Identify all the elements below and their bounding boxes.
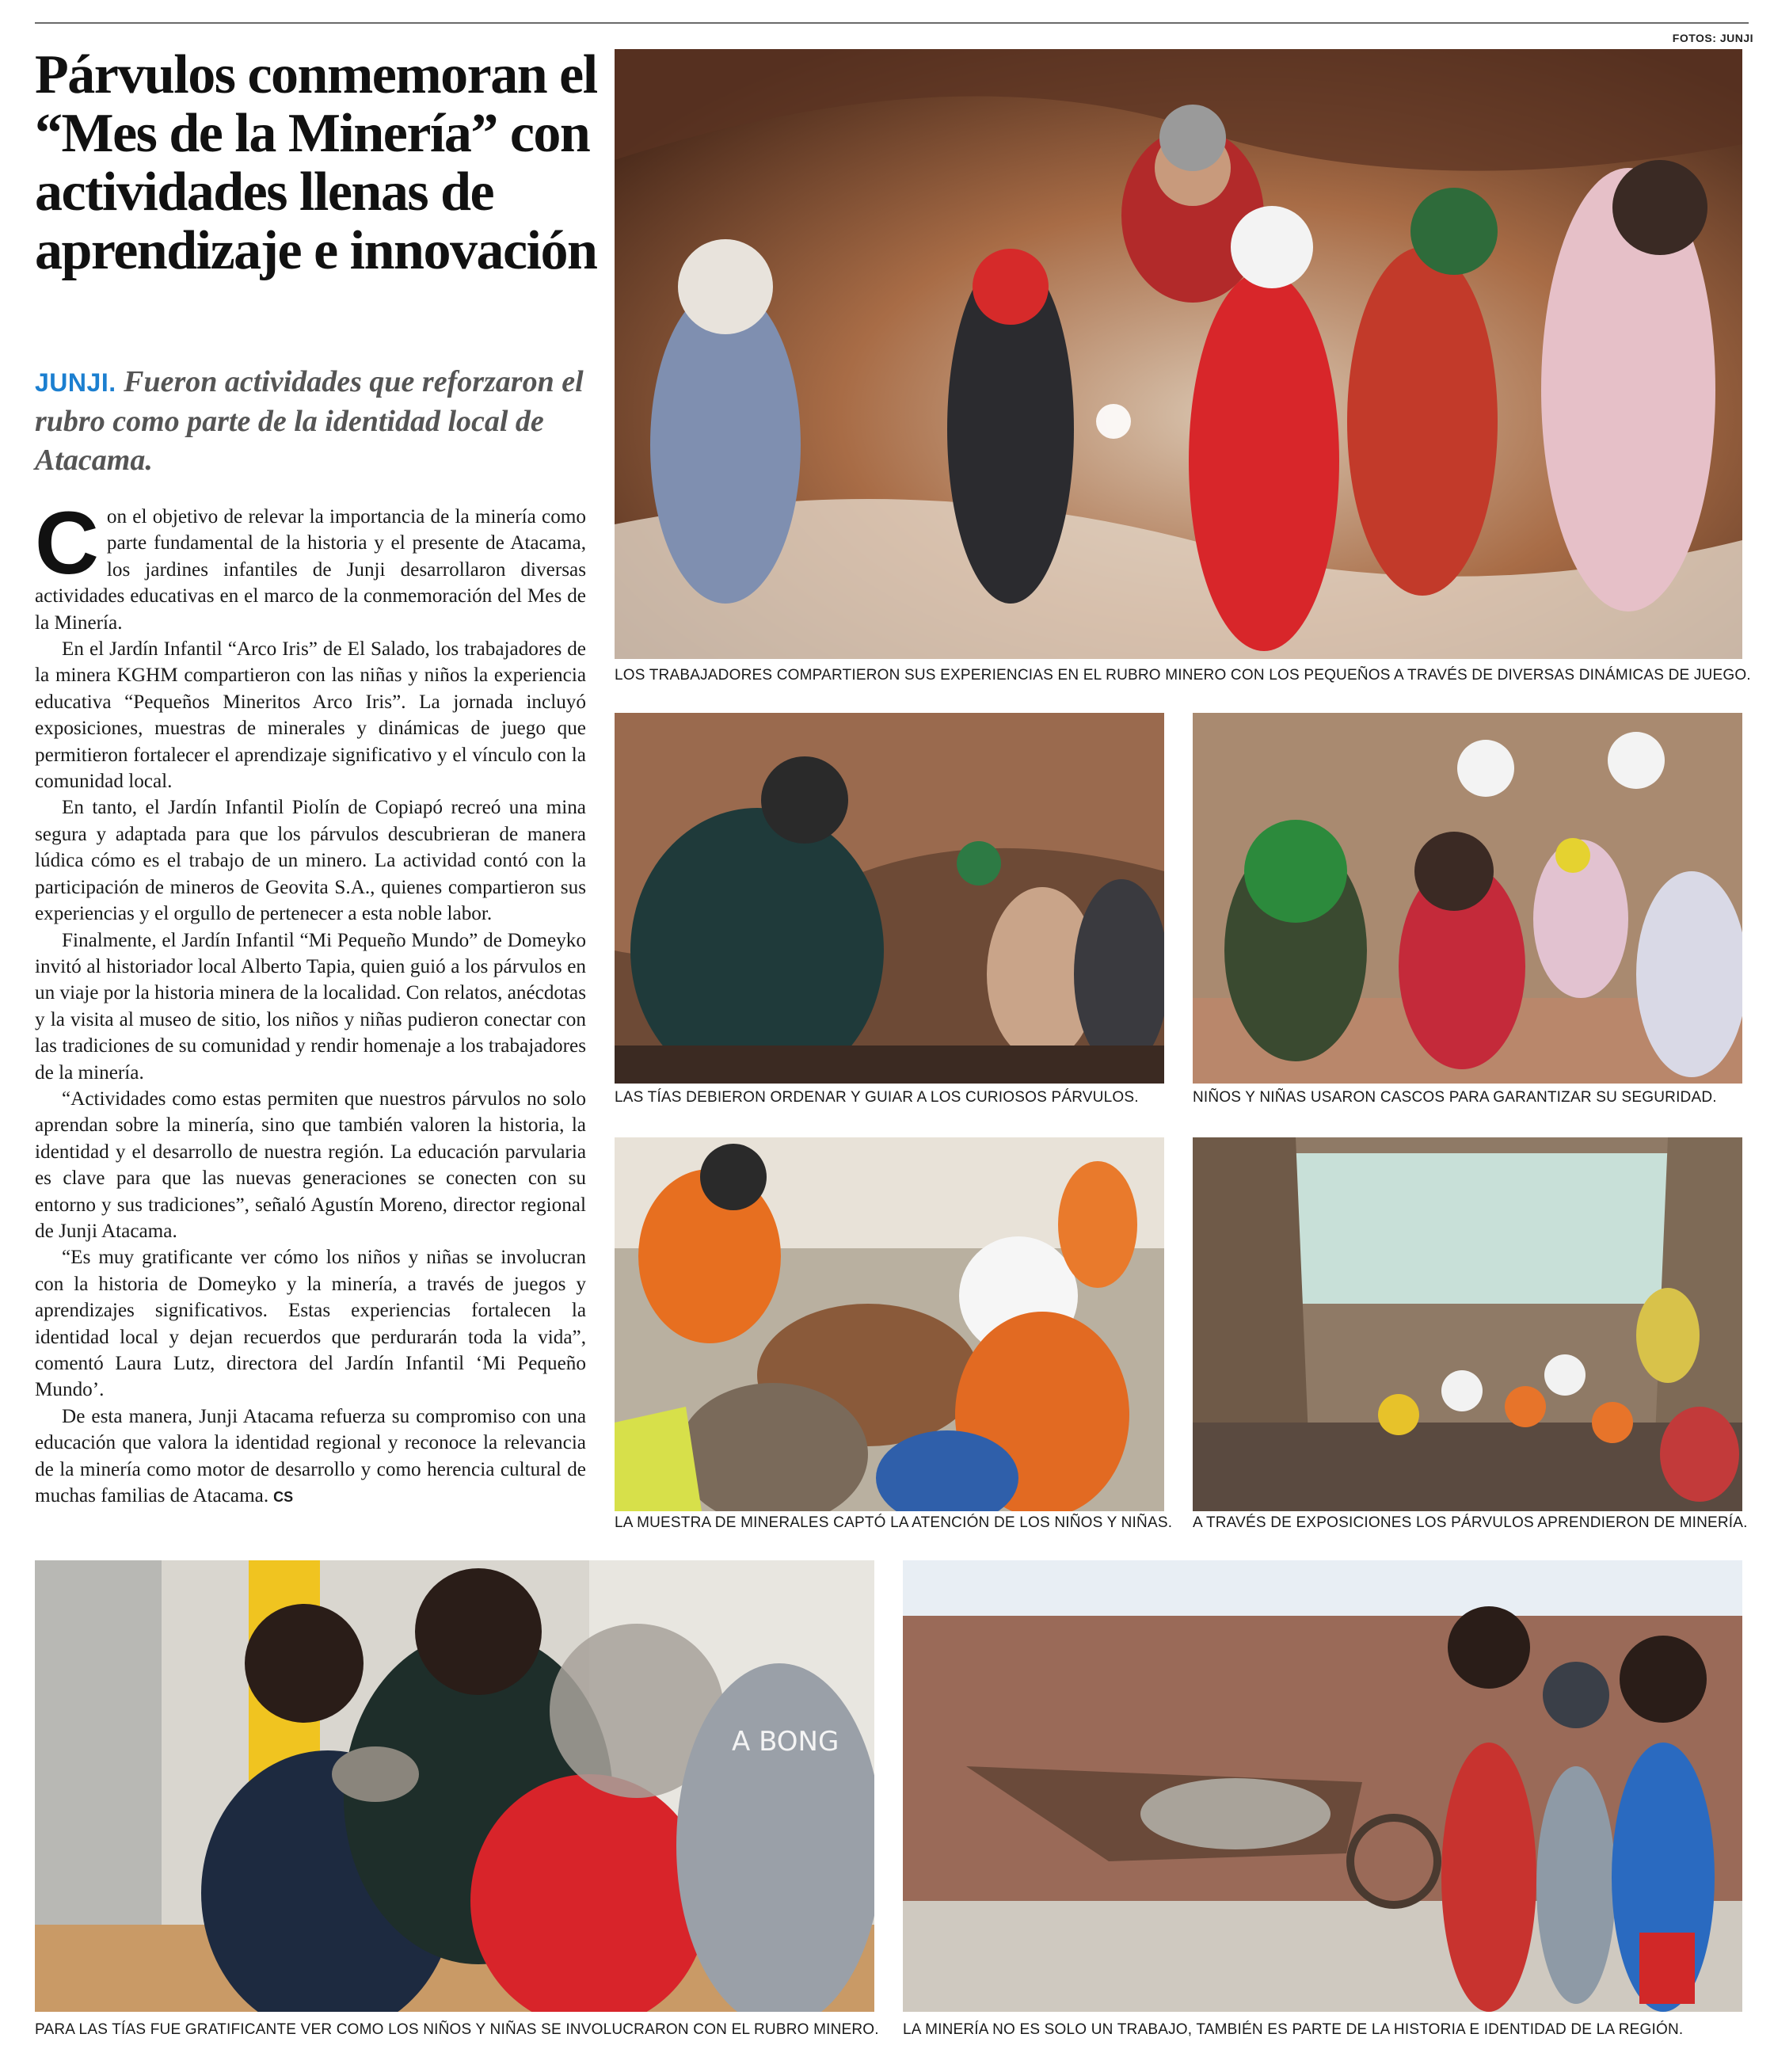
photo-main-tunnel: [615, 49, 1742, 659]
caption-wheelbarrow: LA MINERÍA NO ES SOLO UN TRABAJO, TAMBIÉN ES PARTE DE LA HISTORIA E IDENTIDAD DE LA REGIÓN.: [903, 2021, 1684, 2038]
paragraph-1-text: on el objetivo de relevar la importancia de la minería como parte fundamental de la historia y el presente de Atacama, los jardines infantiles de Junji desarrollaron diversas actividades educativas en el marco de la conmemoración del Mes de la Minería.: [35, 506, 586, 634]
photo-teacher-rocks: [35, 1560, 874, 2012]
deck-kicker: JUNJI.: [35, 368, 116, 397]
caption-main: LOS TRABAJADORES COMPARTIERON SUS EXPERIENCIAS EN EL RUBRO MINERO CON LOS PEQUEÑOS A TRAVÉS DE DIVERSAS DINÁMICAS DE JUEGO.: [615, 667, 1751, 684]
end-mark: CS: [273, 1489, 294, 1506]
paragraph-7-text: De esta manera, Junji Atacama refuerza su compromiso con una educación que valora la identidad regional y reconoce la relevancia de la minería como motor de desarrollo y como herencia cultural de muchas familias de Atacama.: [35, 1405, 586, 1507]
deck-text: Fueron actividades que reforzaron el rubro como parte de la identidad local de Atacama.: [35, 365, 584, 477]
top-rule: [35, 22, 1749, 24]
photo-tias-guiding: [615, 713, 1164, 1084]
photo-wheelbarrow: [903, 1560, 1742, 2012]
article-body: [35, 493, 586, 1510]
caption-exhibition: A TRAVÉS DE EXPOSICIONES LOS PÁRVULOS APRENDIERON DE MINERÍA.: [1193, 1514, 1748, 1531]
caption-mineral-sample: LA MUESTRA DE MINERALES CAPTÓ LA ATENCIÓN DE LOS NIÑOS Y NIÑAS.: [615, 1514, 1173, 1531]
photo-mineral-sample: [615, 1137, 1164, 1511]
photo-exhibition: [1193, 1137, 1742, 1511]
paragraph-1: [35, 493, 586, 636]
paragraph-2: En el Jardín Infantil “Arco Iris” de El Salado, los trabajadores de la minera KGHM compartieron con las niñas y niños la experiencia educativa “Pequeños Mineritos Arco Iris”. La jornada incluyó exposiciones, muestras de minerales y dinámicas de juego que permitieron fortalecer el aprendizaje significativo y el vínculo con la comunidad local.: [35, 638, 586, 793]
article-headline: Párvulos conmemoran el “Mes de la Minería” con actividades llenas de aprendizaje e innovación: [35, 44, 597, 281]
photo-credit: FOTOS: JUNJI: [1672, 32, 1753, 44]
caption-children-helmets: NIÑOS Y NIÑAS USARON CASCOS PARA GARANTIZAR SU SEGURIDAD.: [1193, 1089, 1717, 1106]
caption-teacher-rocks: PARA LAS TÍAS FUE GRATIFICANTE VER COMO LOS NIÑOS Y NIÑAS SE INVOLUCRARON CON EL RUBRO MINERO.: [35, 2021, 879, 2038]
paragraph-6: “Es muy gratificante ver cómo los niños y niñas se involucran con la historia de Domeyko y la minería, a través de juegos y aprendizajes significativos. Estas experiencias fortalecen la identidad local y dejan recuerdos que perdurarán toda la vida”, comentó Laura Lutz, directora del Jardín Infantil ‘Mi Pequeño Mundo’.: [35, 1247, 586, 1401]
shirt-text: A BONG: [732, 1726, 839, 1758]
paragraph-3: En tanto, el Jardín Infantil Piolín de Copiapó recreó una mina segura y adaptada para que los párvulos descubrieran de manera lúdica cómo es el trabajo de un minero. La actividad contó con la participación de mineros de Geovita S.A., quienes compartieron sus experiencias y el orgullo de pertenecer a esta noble labor.: [35, 797, 586, 925]
article-deck: [35, 363, 589, 480]
paragraph-5: “Actividades como estas permiten que nuestros párvulos no solo aprendan sobre la minería, sino que también valoren la historia, la identidad y el desarrollo de nuestra región. La educación parvularia es clave para que las nuevas generaciones se conecten con su entorno y sus tradiciones”, señaló Agustín Moreno, director regional de Junji Atacama.: [35, 1087, 586, 1242]
photo-children-helmets: [1193, 713, 1742, 1084]
paragraph-4: Finalmente, el Jardín Infantil “Mi Pequeño Mundo” de Domeyko invitó al historiador local Alberto Tapia, quien guió a los párvulos en un viaje por la historia minera de la localidad. Con relatos, anécdotas y la visita al museo de sitio, los niños y niñas pudieron conectar con las tradiciones de su comunidad y rendir homenaje a los trabajadores de la minería.: [35, 929, 586, 1084]
paragraph-7: [35, 1404, 586, 1511]
drop-cap: C: [35, 493, 99, 592]
caption-tias-guiding: LAS TÍAS DEBIERON ORDENAR Y GUIAR A LOS CURIOSOS PÁRVULOS.: [615, 1089, 1139, 1106]
